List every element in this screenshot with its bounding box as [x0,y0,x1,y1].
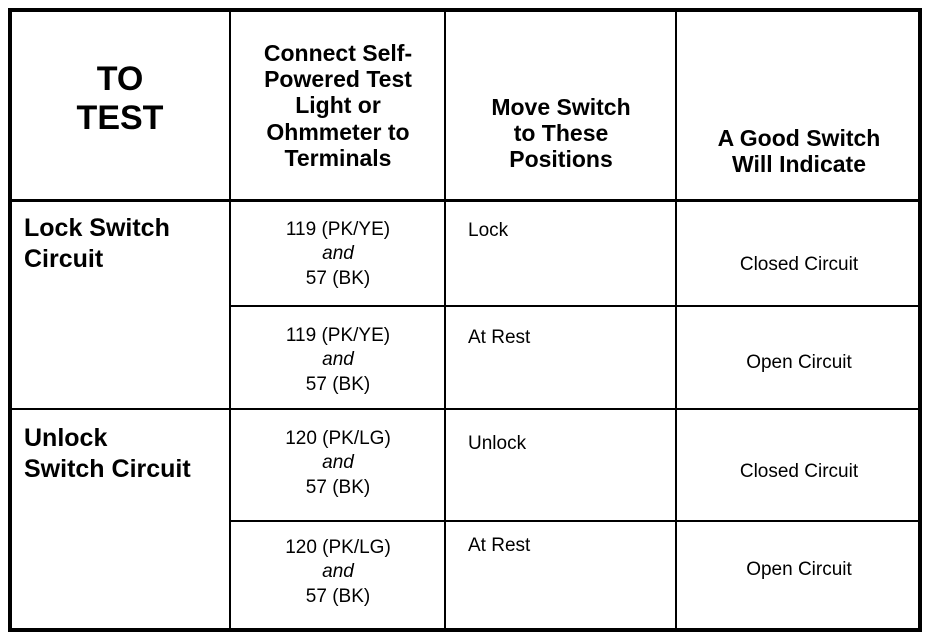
header-to-test: TO TEST [76,60,164,137]
terminal-b: 57 (BK) [305,476,371,498]
group-divider [10,408,920,410]
terminal-a: 119 (PK/YE) [285,325,391,346]
terminal-a: 119 (PK/YE) [285,219,391,240]
terminal-cell [232,427,444,500]
terminal-b: 57 (BK) [305,585,371,607]
terminal-b: 57 (BK) [305,373,371,395]
switch-position: At Rest [468,535,531,556]
terminal-connector: and [322,452,354,474]
header-good-switch: A Good Switch Will Indicate [717,125,881,178]
header-move-switch: Move Switch to These Positions [491,94,631,173]
row-divider [229,305,920,307]
terminal-b: 57 (BK) [305,267,371,289]
group-label-lock: Lock Switch Circuit [24,214,170,273]
header-connect-terminals: Connect Self- Powered Test Light or Ohmmeter to Terminals [263,40,413,171]
good-switch-indication: Closed Circuit [739,461,859,482]
column-divider [675,10,677,630]
header-divider [10,199,920,202]
row-divider [229,520,920,522]
column-divider [229,10,231,630]
switch-position: Lock [468,220,509,241]
group-label-unlock: Unlock Switch Circuit [24,424,191,483]
terminal-cell [232,536,444,609]
good-switch-indication: Closed Circuit [739,254,859,275]
terminal-connector: and [322,349,354,371]
terminal-a: 120 (PK/LG) [285,428,391,449]
terminal-cell [232,324,444,397]
good-switch-indication: Open Circuit [746,559,852,580]
switch-position: Unlock [468,433,527,454]
switch-position: At Rest [468,327,531,348]
column-divider [444,10,446,630]
terminal-cell [232,218,444,291]
terminal-a: 120 (PK/LG) [285,537,391,558]
terminal-connector: and [322,243,354,265]
good-switch-indication: Open Circuit [746,352,852,373]
terminal-connector: and [322,561,354,583]
